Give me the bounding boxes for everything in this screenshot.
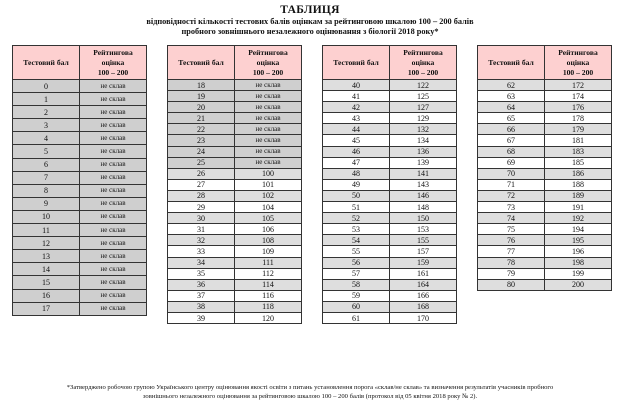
rating-score-cell: 148 xyxy=(390,202,457,213)
table-row xyxy=(168,135,302,146)
table-row xyxy=(323,135,457,146)
table-row xyxy=(13,119,147,132)
table-row xyxy=(168,168,302,179)
rating-score-cell: 194 xyxy=(545,224,612,235)
rating-score-cell: 153 xyxy=(390,224,457,235)
rating-score-cell: 189 xyxy=(545,190,612,201)
test-score-cell: 57 xyxy=(323,268,390,279)
test-score-cell: 23 xyxy=(168,135,235,146)
test-score-cell: 24 xyxy=(168,146,235,157)
test-score-cell: 12 xyxy=(13,237,80,250)
table-row xyxy=(13,302,147,315)
header-test-score: Тестовий бал xyxy=(323,46,390,80)
table-row xyxy=(13,250,147,263)
rating-score-cell: 183 xyxy=(545,146,612,157)
table-row xyxy=(13,197,147,210)
header-rating-line3: 100 – 200 xyxy=(252,67,284,77)
rating-score-cell: не склав xyxy=(235,135,302,146)
table-row xyxy=(13,210,147,223)
rating-score-cell: 134 xyxy=(390,135,457,146)
test-score-cell: 70 xyxy=(478,168,545,179)
test-score-cell: 22 xyxy=(168,124,235,135)
rating-score-cell: не склав xyxy=(235,113,302,124)
rating-score-cell: 188 xyxy=(545,179,612,190)
test-score-cell: 47 xyxy=(323,157,390,168)
rating-score-cell: 129 xyxy=(390,113,457,124)
test-score-cell: 4 xyxy=(13,132,80,145)
table-row xyxy=(13,132,147,145)
table-row xyxy=(323,91,457,102)
table-row xyxy=(323,301,457,312)
table-row xyxy=(13,93,147,106)
rating-score-cell: не склав xyxy=(235,146,302,157)
rating-score-cell: не склав xyxy=(80,276,147,289)
test-score-cell: 58 xyxy=(323,279,390,290)
table-row xyxy=(323,290,457,301)
rating-score-cell: не склав xyxy=(80,263,147,276)
test-score-cell: 2 xyxy=(13,106,80,119)
header-rating-line1: Рейтингова xyxy=(93,47,133,57)
table-row xyxy=(168,213,302,224)
table-row xyxy=(478,279,612,290)
rating-score-cell: 199 xyxy=(545,268,612,279)
table-row xyxy=(168,246,302,257)
score-table-3 xyxy=(322,45,457,324)
rating-score-cell: 157 xyxy=(390,246,457,257)
rating-score-cell: не склав xyxy=(235,157,302,168)
table-row xyxy=(168,301,302,312)
rating-score-cell: 198 xyxy=(545,257,612,268)
header-rating-score xyxy=(80,46,147,80)
header-rating-score xyxy=(545,46,612,80)
table-row xyxy=(168,224,302,235)
test-score-cell: 63 xyxy=(478,91,545,102)
table-row xyxy=(323,179,457,190)
table-row xyxy=(478,202,612,213)
test-score-cell: 60 xyxy=(323,301,390,312)
table-row xyxy=(168,157,302,168)
rating-score-cell: 116 xyxy=(235,290,302,301)
test-score-cell: 1 xyxy=(13,93,80,106)
test-score-cell: 48 xyxy=(323,168,390,179)
rating-score-cell: не склав xyxy=(80,210,147,223)
test-score-cell: 56 xyxy=(323,257,390,268)
test-score-cell: 76 xyxy=(478,235,545,246)
table-row xyxy=(323,312,457,323)
test-score-cell: 11 xyxy=(13,224,80,237)
table-header-row xyxy=(168,46,302,80)
test-score-cell: 78 xyxy=(478,257,545,268)
test-score-cell: 13 xyxy=(13,250,80,263)
table-row xyxy=(168,202,302,213)
footnote-line2: зовнішнього незалежного оцінювання за рейтинговою шкалою 100 – 200 балів (протокол від 05 квітня 2018 року № 2). xyxy=(142,393,478,400)
test-score-cell: 77 xyxy=(478,246,545,257)
test-score-cell: 3 xyxy=(13,119,80,132)
test-score-cell: 65 xyxy=(478,113,545,124)
table-header-row xyxy=(13,46,147,80)
rating-score-cell: не склав xyxy=(80,80,147,93)
test-score-cell: 39 xyxy=(168,312,235,323)
rating-score-cell: 114 xyxy=(235,279,302,290)
table-row xyxy=(323,202,457,213)
table-row xyxy=(168,124,302,135)
table-row xyxy=(13,263,147,276)
test-score-cell: 69 xyxy=(478,157,545,168)
header-rating-score xyxy=(390,46,457,80)
score-table-1 xyxy=(12,45,147,316)
test-score-cell: 27 xyxy=(168,179,235,190)
test-score-cell: 20 xyxy=(168,102,235,113)
test-score-cell: 8 xyxy=(13,184,80,197)
table-row xyxy=(13,106,147,119)
test-score-cell: 21 xyxy=(168,113,235,124)
test-score-cell: 29 xyxy=(168,202,235,213)
test-score-cell: 52 xyxy=(323,213,390,224)
table-row xyxy=(13,289,147,302)
table-row xyxy=(168,312,302,323)
table-row xyxy=(478,224,612,235)
table-row xyxy=(168,279,302,290)
table-row xyxy=(168,290,302,301)
test-score-cell: 42 xyxy=(323,102,390,113)
test-score-cell: 10 xyxy=(13,210,80,223)
rating-score-cell: 104 xyxy=(235,202,302,213)
table-row xyxy=(168,268,302,279)
rating-score-cell: 100 xyxy=(235,168,302,179)
rating-score-cell: 186 xyxy=(545,168,612,179)
header-rating-line3: 100 – 200 xyxy=(407,67,439,77)
table-row xyxy=(168,102,302,113)
rating-score-cell: не склав xyxy=(80,171,147,184)
rating-score-cell: 112 xyxy=(235,268,302,279)
rating-score-cell: 125 xyxy=(390,91,457,102)
rating-score-cell: 101 xyxy=(235,179,302,190)
table-header-row xyxy=(478,46,612,80)
table-row xyxy=(323,235,457,246)
test-score-cell: 68 xyxy=(478,146,545,157)
test-score-cell: 38 xyxy=(168,301,235,312)
rating-score-cell: 172 xyxy=(545,80,612,91)
test-score-cell: 61 xyxy=(323,312,390,323)
rating-score-cell: 108 xyxy=(235,235,302,246)
test-score-cell: 30 xyxy=(168,213,235,224)
test-score-cell: 64 xyxy=(478,102,545,113)
test-score-cell: 15 xyxy=(13,276,80,289)
table-row xyxy=(478,190,612,201)
rating-score-cell: 143 xyxy=(390,179,457,190)
rating-score-cell: не склав xyxy=(80,145,147,158)
table-row xyxy=(13,145,147,158)
rating-score-cell: 159 xyxy=(390,257,457,268)
test-score-cell: 19 xyxy=(168,91,235,102)
rating-score-cell: 139 xyxy=(390,157,457,168)
test-score-cell: 59 xyxy=(323,290,390,301)
table-row xyxy=(168,190,302,201)
test-score-cell: 34 xyxy=(168,257,235,268)
rating-score-cell: 196 xyxy=(545,246,612,257)
rating-score-cell: не склав xyxy=(80,250,147,263)
score-table-4 xyxy=(477,45,612,291)
test-score-cell: 41 xyxy=(323,91,390,102)
table-row xyxy=(478,91,612,102)
header-rating-line1: Рейтингова xyxy=(403,47,443,57)
document-subtitle-line2: пробного зовнішнього незалежного оцінювання з біології 2018 року* xyxy=(181,27,439,36)
test-score-cell: 45 xyxy=(323,135,390,146)
document-subtitle-line1: відповідності кількості тестових балів оцінкам за рейтинговою шкалою 100 – 200 балів xyxy=(146,17,474,26)
document-title: ТАБЛИЦЯ xyxy=(280,4,340,16)
rating-score-cell: 192 xyxy=(545,213,612,224)
table-row xyxy=(478,113,612,124)
rating-score-cell: не склав xyxy=(80,93,147,106)
table-row xyxy=(478,213,612,224)
rating-score-cell: не склав xyxy=(80,224,147,237)
table-row xyxy=(478,246,612,257)
rating-score-cell: 179 xyxy=(545,124,612,135)
test-score-cell: 6 xyxy=(13,158,80,171)
rating-score-cell: не склав xyxy=(80,119,147,132)
test-score-cell: 73 xyxy=(478,202,545,213)
test-score-cell: 37 xyxy=(168,290,235,301)
table-row xyxy=(13,237,147,250)
table-row xyxy=(478,146,612,157)
table-row xyxy=(478,268,612,279)
test-score-cell: 46 xyxy=(323,146,390,157)
test-score-cell: 9 xyxy=(13,197,80,210)
rating-score-cell: 174 xyxy=(545,91,612,102)
rating-score-cell: 111 xyxy=(235,257,302,268)
rating-score-cell: не склав xyxy=(80,106,147,119)
rating-score-cell: 118 xyxy=(235,301,302,312)
table-row xyxy=(478,135,612,146)
test-score-cell: 25 xyxy=(168,157,235,168)
test-score-cell: 54 xyxy=(323,235,390,246)
test-score-cell: 36 xyxy=(168,279,235,290)
rating-score-cell: не склав xyxy=(235,102,302,113)
test-score-cell: 33 xyxy=(168,246,235,257)
table-row xyxy=(478,102,612,113)
table-row xyxy=(478,124,612,135)
rating-score-cell: 132 xyxy=(390,124,457,135)
table-row xyxy=(13,80,147,93)
header-rating-score xyxy=(235,46,302,80)
test-score-cell: 31 xyxy=(168,224,235,235)
table-row xyxy=(323,124,457,135)
rating-score-cell: не склав xyxy=(235,91,302,102)
rating-score-cell: 161 xyxy=(390,268,457,279)
rating-score-cell: 141 xyxy=(390,168,457,179)
table-row xyxy=(478,168,612,179)
table-row xyxy=(168,113,302,124)
rating-score-cell: 166 xyxy=(390,290,457,301)
rating-score-cell: 164 xyxy=(390,279,457,290)
table-row xyxy=(323,224,457,235)
test-score-cell: 72 xyxy=(478,190,545,201)
rating-score-cell: не склав xyxy=(235,80,302,91)
table-row xyxy=(323,279,457,290)
test-score-cell: 43 xyxy=(323,113,390,124)
test-score-cell: 44 xyxy=(323,124,390,135)
rating-score-cell: не склав xyxy=(80,132,147,145)
table-row xyxy=(323,213,457,224)
header-rating-line1: Рейтингова xyxy=(558,47,598,57)
table-row xyxy=(323,190,457,201)
test-score-cell: 7 xyxy=(13,171,80,184)
header-rating-line2: оцінка xyxy=(411,57,435,67)
rating-score-cell: не склав xyxy=(80,197,147,210)
header-rating-line2: оцінка xyxy=(101,57,125,67)
rating-score-cell: 146 xyxy=(390,190,457,201)
table-row xyxy=(13,224,147,237)
score-table-2 xyxy=(167,45,302,324)
test-score-cell: 40 xyxy=(323,80,390,91)
table-row xyxy=(168,146,302,157)
rating-score-cell: 176 xyxy=(545,102,612,113)
rating-score-cell: 181 xyxy=(545,135,612,146)
table-row xyxy=(168,257,302,268)
rating-score-cell: 185 xyxy=(545,157,612,168)
rating-score-cell: не склав xyxy=(80,302,147,315)
table-row xyxy=(13,158,147,171)
table-row xyxy=(323,113,457,124)
test-score-cell: 35 xyxy=(168,268,235,279)
table-row xyxy=(323,102,457,113)
test-score-cell: 0 xyxy=(13,80,80,93)
table-row xyxy=(323,246,457,257)
test-score-cell: 75 xyxy=(478,224,545,235)
test-score-cell: 80 xyxy=(478,279,545,290)
rating-score-cell: не склав xyxy=(235,124,302,135)
rating-score-cell: 127 xyxy=(390,102,457,113)
header-rating-line2: оцінка xyxy=(256,57,280,67)
header-rating-line3: 100 – 200 xyxy=(97,67,129,77)
rating-score-cell: не склав xyxy=(80,289,147,302)
table-row xyxy=(168,91,302,102)
rating-score-cell: 155 xyxy=(390,235,457,246)
rating-score-cell: 136 xyxy=(390,146,457,157)
rating-score-cell: не склав xyxy=(80,158,147,171)
test-score-cell: 79 xyxy=(478,268,545,279)
table-row xyxy=(13,171,147,184)
test-score-cell: 16 xyxy=(13,289,80,302)
test-score-cell: 18 xyxy=(168,80,235,91)
test-score-cell: 67 xyxy=(478,135,545,146)
test-score-cell: 74 xyxy=(478,213,545,224)
test-score-cell: 5 xyxy=(13,145,80,158)
rating-score-cell: 168 xyxy=(390,301,457,312)
header-rating-line2: оцінка xyxy=(566,57,590,67)
test-score-cell: 32 xyxy=(168,235,235,246)
table-row xyxy=(478,257,612,268)
table-row xyxy=(13,276,147,289)
table-row xyxy=(478,179,612,190)
test-score-cell: 66 xyxy=(478,124,545,135)
rating-score-cell: 178 xyxy=(545,113,612,124)
table-row xyxy=(478,235,612,246)
rating-score-cell: 200 xyxy=(545,279,612,290)
test-score-cell: 53 xyxy=(323,224,390,235)
table-row xyxy=(168,80,302,91)
rating-score-cell: 105 xyxy=(235,213,302,224)
test-score-cell: 28 xyxy=(168,190,235,201)
rating-score-cell: 122 xyxy=(390,80,457,91)
test-score-cell: 14 xyxy=(13,263,80,276)
table-row xyxy=(168,179,302,190)
table-row xyxy=(323,157,457,168)
table-row xyxy=(323,146,457,157)
table-row xyxy=(323,168,457,179)
rating-score-cell: 109 xyxy=(235,246,302,257)
rating-score-cell: 120 xyxy=(235,312,302,323)
header-rating-line1: Рейтингова xyxy=(248,47,288,57)
table-row xyxy=(13,184,147,197)
rating-score-cell: 106 xyxy=(235,224,302,235)
table-row xyxy=(478,157,612,168)
rating-score-cell: 102 xyxy=(235,190,302,201)
test-score-cell: 55 xyxy=(323,246,390,257)
table-row xyxy=(168,235,302,246)
header-test-score: Тестовий бал xyxy=(13,46,80,80)
rating-score-cell: 191 xyxy=(545,202,612,213)
footnote-line1: *Затверджено робочою групою Українського центру оцінювання якості освіти з питань установлення порога «склав/не склав» та визначення результатів учасників пробного xyxy=(66,384,554,391)
header-test-score: Тестовий бал xyxy=(478,46,545,80)
table-row xyxy=(323,268,457,279)
test-score-cell: 50 xyxy=(323,190,390,201)
rating-score-cell: не склав xyxy=(80,184,147,197)
table-row xyxy=(323,257,457,268)
rating-score-cell: 150 xyxy=(390,213,457,224)
test-score-cell: 17 xyxy=(13,302,80,315)
table-row xyxy=(478,80,612,91)
test-score-cell: 71 xyxy=(478,179,545,190)
header-test-score: Тестовий бал xyxy=(168,46,235,80)
rating-score-cell: 195 xyxy=(545,235,612,246)
header-rating-line3: 100 – 200 xyxy=(562,67,594,77)
rating-score-cell: 170 xyxy=(390,312,457,323)
test-score-cell: 51 xyxy=(323,202,390,213)
test-score-cell: 62 xyxy=(478,80,545,91)
table-header-row xyxy=(323,46,457,80)
rating-score-cell: не склав xyxy=(80,237,147,250)
table-row xyxy=(323,80,457,91)
test-score-cell: 49 xyxy=(323,179,390,190)
test-score-cell: 26 xyxy=(168,168,235,179)
